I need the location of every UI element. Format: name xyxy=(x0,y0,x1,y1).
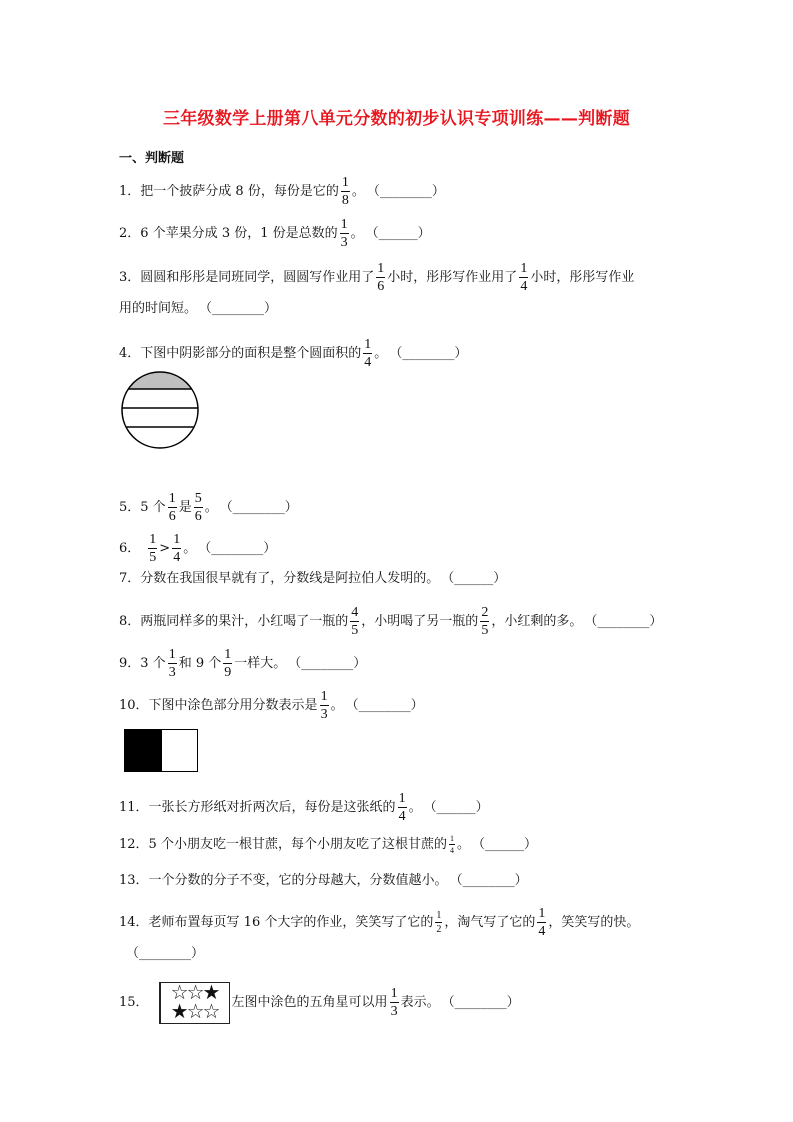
fraction: $\frac{1}{3}$ xyxy=(390,986,398,1019)
shaded-part xyxy=(125,730,162,771)
fraction: $\frac{1}{6}$ xyxy=(168,491,176,524)
question-number: 11． xyxy=(119,800,149,815)
answer-blank[interactable]: （________） xyxy=(199,301,278,316)
question-number: 9． xyxy=(119,656,141,671)
question-text: 5 个小朋友吃一根甘蔗，每个小朋友吃了这根甘蔗的 xyxy=(148,837,447,852)
question-text: 分数在我国很早就有了，分数线是阿拉伯人发明的。 xyxy=(140,571,440,586)
answer-blank[interactable]: （________） xyxy=(126,946,205,961)
question-9: 9． 3 个 $\frac{1}{3}$ 和 9 个 $\frac{1}{9}$ 一样大。 （________） xyxy=(119,647,367,680)
rectangle-diagram xyxy=(124,729,198,772)
question-text: 一个分数的分子不变，它的分母越大，分数值越小。 xyxy=(148,873,448,888)
question-5: 5． 5 个 $\frac{1}{6}$ 是 $\frac{5}{6}$ 。 （________） xyxy=(119,491,298,524)
question-number: 5． xyxy=(119,500,141,515)
question-text: 一张长方形纸对折两次后，每份是这张纸的 xyxy=(148,800,396,815)
question-number: 14． xyxy=(119,915,149,930)
question-14: 14． 老师布置每页写 16 个大字的作业，笑笑写了它的 $\frac{1}{2}$ ，淘气写了它的 $\frac{1}{4}$ ，笑笑写的快。 xyxy=(119,906,640,939)
fraction: $\frac{1}{8}$ xyxy=(341,175,349,208)
answer-blank[interactable]: （______） xyxy=(423,800,489,815)
question-11: 11． 一张长方形纸对折两次后，每份是这张纸的 $\frac{1}{4}$ 。 （______） xyxy=(119,791,489,824)
fraction: $\frac{1}{3}$ xyxy=(168,647,176,680)
answer-blank[interactable]: （________） xyxy=(366,184,445,199)
question-15: 15． ☆☆★ ★☆☆ 左图中涂色的五角星可以用 $\frac{1}{3}$ 表示。 （________） xyxy=(119,980,520,1023)
fraction: $\frac{1}{2}$ xyxy=(436,910,442,935)
fraction: $\frac{1}{4}$ xyxy=(520,261,528,294)
fraction: $\frac{1}{4}$ xyxy=(364,337,372,370)
fraction: $\frac{1}{5}$ xyxy=(149,532,157,565)
answer-blank[interactable]: （________） xyxy=(198,541,277,556)
question-number: 6． xyxy=(119,541,141,556)
answer-blank[interactable]: （______） xyxy=(365,226,431,241)
question-6: 6． $\frac{1}{5}$ > $\frac{1}{4}$ 。 （________） xyxy=(119,532,277,565)
star-diagram xyxy=(159,982,230,1024)
question-7 xyxy=(119,569,508,589)
question-text: 下图中涂色部分用分数表示是 xyxy=(148,698,318,713)
star-row-2: ★☆☆ xyxy=(170,999,219,1023)
answer-blank[interactable]: （______） xyxy=(471,837,537,852)
question-text: 把一个披萨分成 8 份，每份是它的 xyxy=(140,184,339,199)
answer-blank[interactable]: （______） xyxy=(441,571,507,586)
circle-diagram xyxy=(120,370,200,450)
question-4: 4． 下图中阴影部分的面积是整个圆面积的 $\frac{1}{4}$ 。 （________） xyxy=(119,337,468,370)
fraction: $\frac{1}{3}$ xyxy=(320,689,328,722)
fraction: $\frac{4}{5}$ xyxy=(351,605,359,638)
question-1: 1． 把一个披萨分成 8 份，每份是它的 $\frac{1}{8}$ 。 （________） xyxy=(119,175,445,208)
question-number: 2． xyxy=(119,226,141,241)
fraction: $\frac{1}{4}$ xyxy=(449,834,454,855)
fraction: $\frac{1}{9}$ xyxy=(224,647,232,680)
question-text: 下图中阴影部分的面积是整个圆面积的 xyxy=(140,346,362,361)
question-number: 13． xyxy=(119,873,149,888)
answer-blank[interactable]: （________） xyxy=(288,656,367,671)
question-text: 6 个苹果分成 3 份，1 份是总数的 xyxy=(140,226,338,241)
fraction: $\frac{2}{5}$ xyxy=(481,605,489,638)
question-3: 3． 圆圆和彤彤是同班同学，圆圆写作业用了 $\frac{1}{6}$ 小时，彤彤写作业用了 $\frac{1}{4}$ 小时，彤彤写作业 xyxy=(119,261,635,294)
answer-blank[interactable]: （________） xyxy=(345,698,424,713)
fraction: $\frac{1}{4}$ xyxy=(398,791,406,824)
answer-blank[interactable]: （________） xyxy=(441,995,520,1010)
fraction: $\frac{5}{6}$ xyxy=(194,491,202,524)
unshaded-part xyxy=(162,730,197,771)
question-3-line-2: 用的时间短。 （________） xyxy=(119,299,279,319)
section-heading: 一、判断题 xyxy=(119,151,185,166)
answer-blank[interactable]: （________） xyxy=(449,873,528,888)
star-row-1: ☆☆★ xyxy=(170,980,219,1004)
fraction: $\frac{1}{3}$ xyxy=(340,217,348,250)
answer-blank[interactable]: （________） xyxy=(219,500,298,515)
question-number: 15． xyxy=(119,995,149,1010)
question-number: 12． xyxy=(119,837,149,852)
answer-blank[interactable]: （________） xyxy=(389,346,468,361)
question-number: 4． xyxy=(119,346,141,361)
question-number: 10． xyxy=(119,698,149,713)
question-number: 1． xyxy=(119,184,141,199)
question-13 xyxy=(119,871,530,891)
question-number: 3． xyxy=(119,270,141,285)
question-text: 圆圆和彤彤是同班同学，圆圆写作业用了 xyxy=(140,270,375,285)
fraction: $\frac{1}{6}$ xyxy=(377,261,385,294)
page-title: 三年级数学上册第八单元分数的初步认识专项训练——判断题 xyxy=(162,109,631,129)
question-10: 10． 下图中涂色部分用分数表示是 $\frac{1}{3}$ 。 （________） xyxy=(119,689,424,722)
question-8: 8． 两瓶同样多的果汁，小红喝了一瓶的 $\frac{4}{5}$ ，小明喝了另一瓶的 $\frac{2}{5}$ ，小红剩的多。 （________） xyxy=(119,605,663,638)
question-14-line-2 xyxy=(124,944,206,964)
question-12: 12． 5 个小朋友吃一根甘蔗，每个小朋友吃了这根甘蔗的 $\frac{1}{4}$ 。 （______） xyxy=(119,834,537,855)
question-2: 2． 6 个苹果分成 3 份，1 份是总数的 $\frac{1}{3}$ 。 （______） xyxy=(119,217,431,250)
fraction: $\frac{1}{4}$ xyxy=(538,906,546,939)
fraction: $\frac{1}{4}$ xyxy=(173,532,181,565)
answer-blank[interactable]: （________） xyxy=(584,614,663,629)
question-number: 8． xyxy=(119,614,141,629)
question-number: 7． xyxy=(119,571,141,586)
